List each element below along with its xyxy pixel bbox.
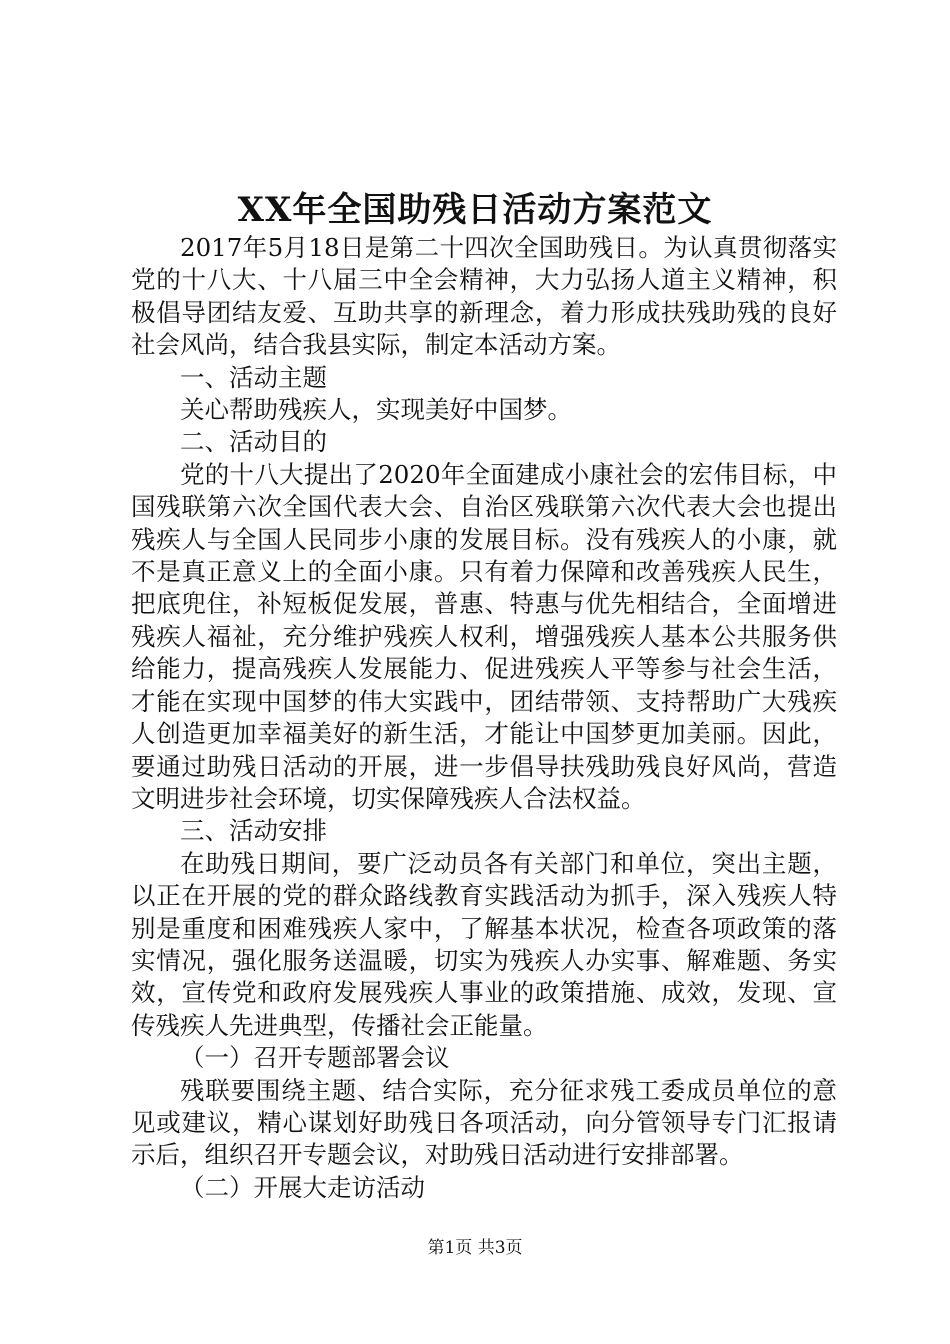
subsection-heading-visits: （二）开展大走访活动 (180, 1172, 425, 1202)
document-title: XX年全国助残日活动方案范文 (237, 190, 713, 230)
purpose-paragraph: 党的十八大提出了2020年全面建成小康社会的宏伟目标，中国残联第六次全国代表大会、自治区残联第六次代表大会也提出残疾人与全国人民同步小康的发展目标。没有残疾人的小康，就不是真正意义上的全面小康。只有着力保障和改善残疾人民生，把底兜住，补短板促发展，普惠、特惠与优先相结合，全面增进残疾人福祉，充分维护残疾人权利，增强残疾人基本公共服务供给能力，提高残疾人发展能力、促进残疾人平等参与社会生活，才能在实现中国梦的伟大实践中，团结带领、支持帮助广大残疾人创造更加幸福美好的新生活，才能让中国梦更加美丽。因此，要通过助残日活动的开展，进一步倡导扶残助残良好风尚，营造文明进步社会环境，切实保障残疾人合法权益。 (131, 459, 837, 813)
section-heading-arrangement: 三、活动安排 (180, 816, 327, 846)
meeting-paragraph: 残联要围绕主题、结合实际，充分征求残工委成员单位的意见或建议，精心谋划好助残日各项活动，向分管领导专门汇报请示后，组织召开专题会议，对助残日活动进行安排部署。 (131, 1075, 837, 1170)
subsection-heading-meeting: （一）召开专题部署会议 (180, 1043, 450, 1073)
page-footer: 第1页 共3页 (427, 1238, 523, 1258)
section-heading-theme: 一、活动主题 (180, 362, 327, 392)
intro-paragraph: 2017年5月18日是第二十四次全国助残日。为认真贯彻落实党的十八大、十八届三中全会精神，大力弘扬人道主义精神，积极倡导团结友爱、互助共享的新理念，着力形成扶残助残的良好社会风尚，结合我县实际，制定本活动方案。 (131, 233, 837, 360)
document-body (131, 232, 837, 1204)
arrangement-paragraph: 在助残日期间，要广泛动员各有关部门和单位，突出主题，以正在开展的党的群众路线教育实践活动为抓手，深入残疾人特别是重度和困难残疾人家中，了解基本状况，检查各项政策的落实情况，强化服务送温暖，切实为残疾人办实事、解难题、务实效，宣传党和政府发展残疾人事业的政策措施、成效，发现、宣传残疾人先进典型，传播社会正能量。 (131, 848, 837, 1040)
section-heading-purpose: 二、活动目的 (180, 427, 327, 457)
theme-paragraph: 关心帮助残疾人，实现美好中国梦。 (180, 395, 572, 425)
